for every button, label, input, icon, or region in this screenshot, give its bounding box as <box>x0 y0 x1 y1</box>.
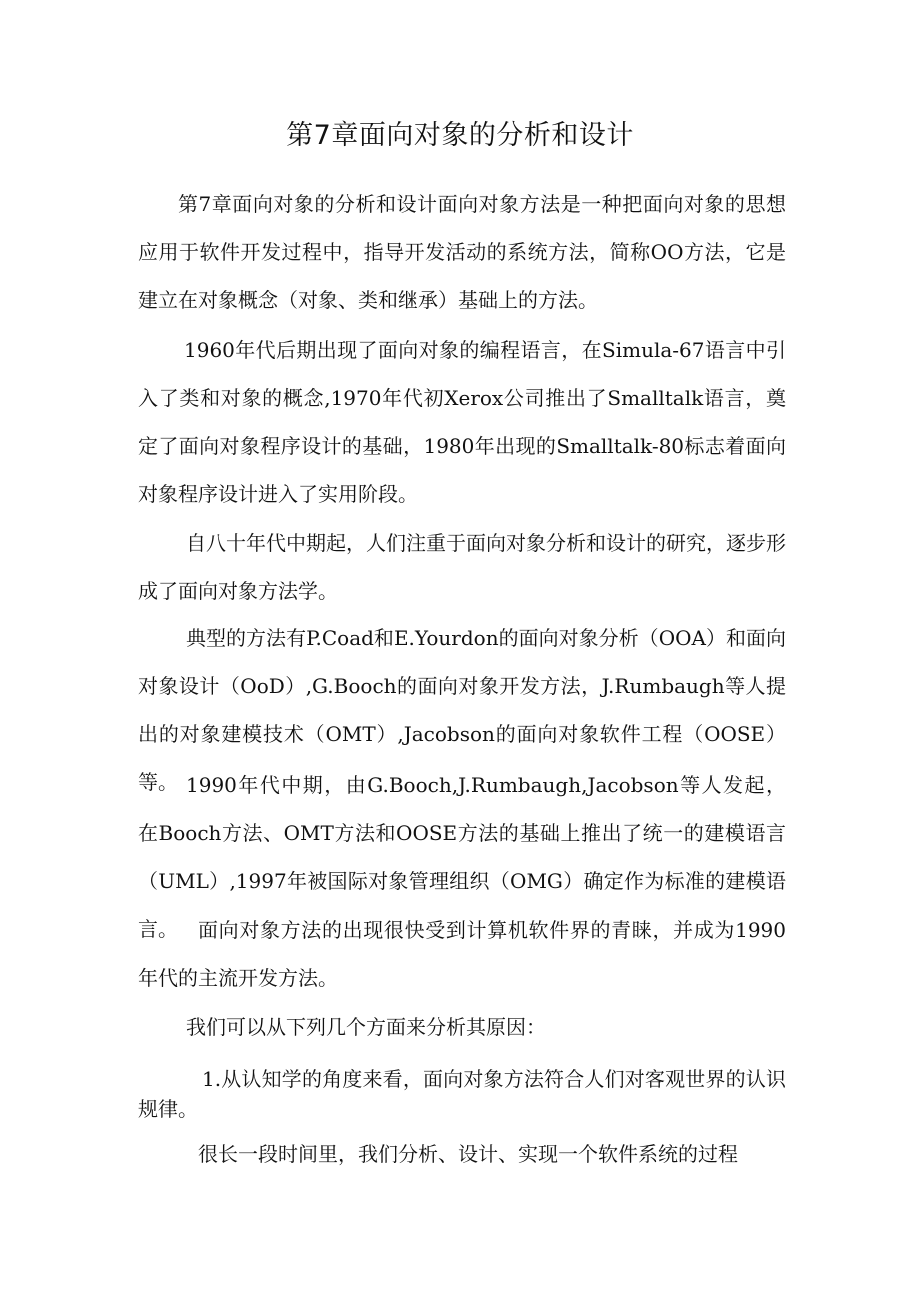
paragraph-reason-1: 1.从认知学的角度来看，面向对象方法符合人们对客观世界的认识规律。 <box>138 1067 786 1121</box>
paragraph-mainstream: 面向对象方法的出现很快受到计算机软件界的青睐，并成为1990年代的主流开发方法。 <box>138 918 786 990</box>
paragraph-typical-methods: 典型的方法有P.Coad和E.Yourdon的面向对象分析（OOA）和面向对象设计（OoD）,G.Booch的面向对象开发方法，J.Rumbaugh等人提出的对象建模技术（OMT）,Jacobson的面向对象软件工程（OOSE）等。 <box>138 626 786 794</box>
paragraph-intro: 第7章面向对象的分析和设计面向对象方法是一种把面向对象的思想应用于软件开发过程中，指导开发活动的系统方法，简称OO方法，它是建立在对象概念（对象、类和继承）基础上的方法。 <box>138 192 786 312</box>
paragraph-methodology: 自八十年代中期起，人们注重于面向对象分析和设计的研究，逐步形成了面向对象方法学。 <box>138 531 786 603</box>
paragraph-history: 1960年代后期出现了面向对象的编程语言，在Simula-67语言中引入了类和对象的概念,1970年代初Xerox公司推出了Smalltalk语言，奠定了面向对象程序设计的基础，1980年出现的Smalltalk-80标志着面向对象程序设计进入了实用阶段。 <box>138 338 786 506</box>
paragraph-continuation: 很长一段时间里，我们分析、设计、实现一个软件系统的过程 <box>198 1142 738 1166</box>
paragraph-reasons-intro: 我们可以从下列几个方面来分析其原因： <box>186 1015 546 1039</box>
paragraph-uml: 1990年代中期，由G.Booch,J.Rumbaugh,Jacobson等人发起，在Booch方法、OMT方法和OOSE方法的基础上推出了统一的建模语言（UML）,1997年被国际对象管理组织（OMG）确定作为标准的建模语言。 <box>138 773 786 941</box>
document-title: 第7章面向对象的分析和设计 <box>286 120 634 151</box>
